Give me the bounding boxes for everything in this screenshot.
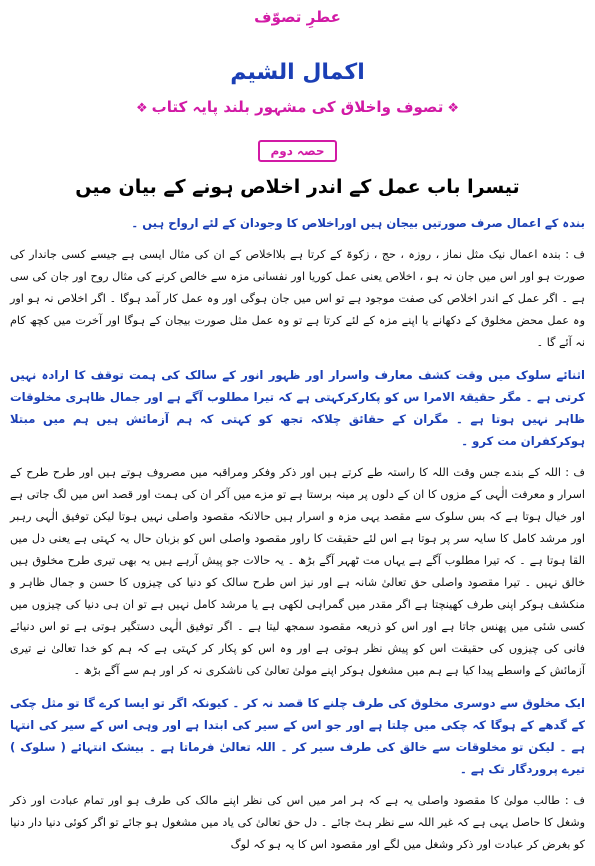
ornament-left-icon: ❖ <box>135 101 148 116</box>
aphorism-paragraph: بندہ کے اعمال صرف صورتیں بیجان ہیں اوراخلاص کا وجودان کے لئے ارواح ہیں ۔ <box>131 216 585 230</box>
book-title: اکمال الشیم <box>230 60 365 85</box>
body-text <box>10 212 585 866</box>
section-label: عطرِ تصوّف <box>254 8 341 26</box>
commentary-paragraph: ف : طالب مولیٰ کا مقصود واصلی یہ ہے کہ ہر امر میں اس کی نظر اپنے مالک کی طرف ہو اور تمام عبادت اور ذکر وشغل کا حاصل یہی ہے کہ غیر اللہ سے نظر ہٹ جائے ۔ دل حق تعالیٰ کی یاد میں مشغول ہو جائے تو اگر کوئی دنیا دار دنیا کو بغرض کر عبادت اور ذکر وشغل میں لگے اور مقصود اس کا یہ ہو کہ لوگ <box>10 794 585 851</box>
ornament-right-icon: ❖ <box>447 101 460 116</box>
aphorism-paragraph: اثنائے سلوک میں وقت کشف معارف واسرار اور ظہور انور کے سالک کی ہمت توقف کا ارادہ نہیں کرتی ہے ۔ مگر حقیقۃ الامرا س کو پکارکرکہتی ہے کہ تیرا مطلوب آگے ہے اور جمال ظاہری مخلوقات ظاہر نہیں ہوتا ہے ۔ مگران کے حقائق چلاکہ تجھ کو کہتی کہ ہم آزمائش ہیں ہم میں مبتلا ہوکرکفران مت کرو ۔ <box>10 368 585 448</box>
part-badge: حصہ دوم <box>258 140 336 162</box>
book-subtitle <box>0 98 595 116</box>
chapter-title: تیسرا باب عمل کے اندر اخلاص ہونے کے بیان میں <box>75 176 520 198</box>
commentary-paragraph: ف : بندہ اعمال نیک مثل نماز ، روزہ ، حج ، زکوۃ کے کرتا ہے بلااخلاص کے ان کی مثال ایسی ہے جیسے کسی جاندار کی صورت ہو اور اس میں جان نہ ہو ، اخلاص یعنی عمل کوریا اور نفسانی مزہ سے خالص کرنے کی مثال روح اور جان کی سی ہے ۔ اگر عمل کے اندر اخلاص کی صفت موجود ہے تو اس میں جان ہوگی اور وہ عمل کار آمد ہوگا ۔ اگر اخلاص نہ ہو اور وہ عمل محض مخلوق کے دکھانے یا اپنے مزہ کے لئے کرتا ہے تو وہ عمل مثل صورت بیجان کے ہوگا اور آخرت میں کچھ کام نہ آئے گا ۔ <box>10 248 585 349</box>
part-badge-row <box>0 140 595 162</box>
subtitle-text: تصوف واخلاق کی مشہور بلند پایہ کتاب <box>151 98 444 116</box>
commentary-paragraph: ف : اللہ کے بندے جس وقت اللہ کا راستہ طے کرتے ہیں اور ذکر وفکر ومراقبہ میں مصروف ہوتے ہیں اور طرح طرح کے اسرار و معرفت الٰہی کے مزوں کا ان کے دلوں پر مینہ برستا ہے تو مزے میں آکر ان کی ہمت اور قصد اس میں لگ جاتی ہے اور خیال ہوتا ہے کہ بس سلوک سے مقصد یہی مزہ و اسرار ہیں حالانکہ مقصود واصلی نہیں ہوتا لیکن توفیق الٰہی رہبر اور مرشد کامل کا سایہ سر پر ہوتا ہے اس لئے حقیقت کا راور مقصود واصلی اس کو بزبان حال یہ کہتی ہے یعنی دل میں القا ہوتا ہے ۔ کہ تیرا مطلوب آگے ہے یہاں مت ٹھہر آگے بڑھ ۔ یہ حالات جو پیش آرہے ہیں یہ بھی تیری طرح مخلوق ہیں خالق نہیں ۔ تیرا مقصود واصلی حق تعالیٰ شانہ ہے اور نیز اس طرح سالک کو دنیا کی چیزوں کا حسن و جمال ظاہر و منکشف ہوکر اپنی طرف کھینچتا ہے اگر مقدر میں گمراہی لکھی ہے یا مرشد کامل نہیں ہے تو ان ہی دنیا کی چیزوں میں کسی شئی میں پھنس جاتا ہے اور اس کو ذریعہ مقصود سمجھ لیتا ہے ۔ اگر توفیق الٰہی دستگیر ہوتی ہے تو اس دنیائے فانی کی چیزوں کی حقیقت اس کو پیش نظر ہوتی ہے اور وہ اس کو پکار کر کہتی ہے کہ ہم کو خدا تعالیٰ نے تیری آزمائش کے واسطے پیدا کیا ہے ہم میں مشغول ہوکر اپنے مولیٰ تعالیٰ کی ناشکری نہ کر اور ہم سے آگے بڑھ ۔ <box>10 466 585 677</box>
aphorism-paragraph: ایک مخلوق سے دوسری مخلوق کی طرف چلنے کا قصد نہ کر ۔ کیونکہ اگر تو ایسا کرے گا تو مثل چکی کے گدھے کے ہوگا کہ چکی میں چلتا ہے اور جو اس کے سیر کی ابتدا ہے اور وہی اس کے سیر کی انتہا ہے ۔ لیکن تو مخلوقات سے خالق کی طرف سیر کر ۔ اللہ تعالیٰ فرماتا ہے ۔ بیشک انتہائے ( سلوک ) تیرے پروردگار تک ہے ۔ <box>10 696 585 776</box>
